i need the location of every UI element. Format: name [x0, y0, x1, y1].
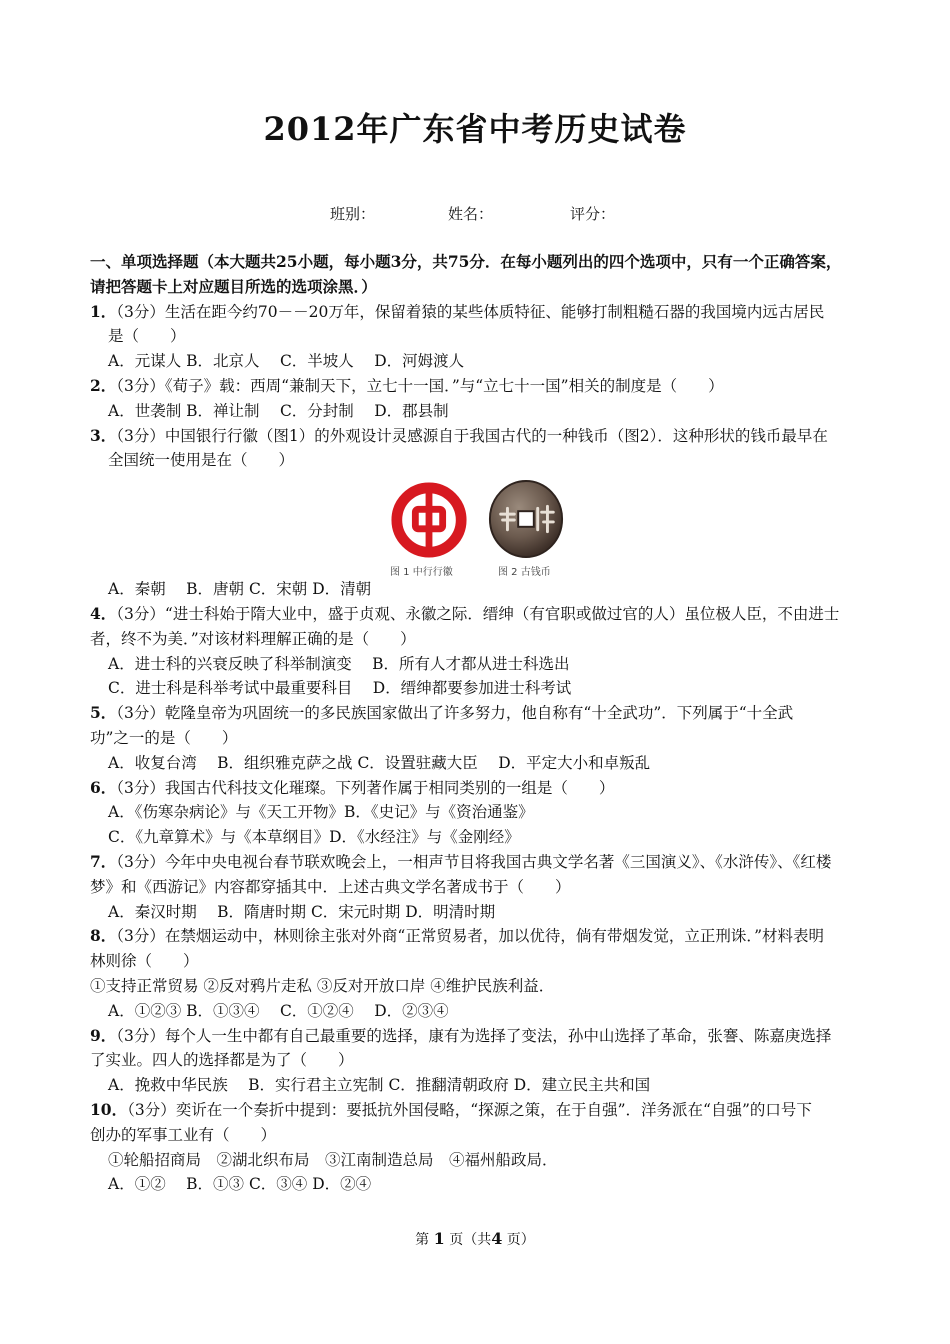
page-footer [0, 1229, 950, 1249]
question-number: 6． [90, 777, 117, 797]
question-options: A．收复台湾 B．组织雅克萨之战 C．设置驻藏大臣 D．平定大小和卓叛乱 [108, 753, 651, 772]
question-number: 2． [90, 375, 117, 395]
question-text: （3分）每个人一生中都有自己最重要的选择，康有为选择了变法，孙中山选择了革命，张謇、陈嘉庚选择 [116, 1026, 832, 1045]
question-text: （3分）中国银行行徽（图1）的外观设计灵感源自于我国古代的一种钱币（图2）．这种形状的钱币最早在 [116, 426, 828, 445]
question-2 [90, 374, 865, 399]
question-options: A．秦汉时期 B．隋唐时期 C．宋元时期 D．明清时期 [108, 902, 496, 921]
question-text: （3分）《荀子》载：西周“兼制天下，立七十一国．”与“立七十一国”相关的制度是（ ） [116, 376, 724, 395]
footer-page-number: 1 [433, 1229, 445, 1248]
score-label: 评分： [570, 205, 616, 223]
question-text: （3分）今年中央电视台春节联欢晚会上，一相声节目将我国古典文学名著《三国演义》、《水浒传》、《红楼 [116, 852, 832, 871]
question-text-cont: 林则徐（ ） [90, 952, 199, 971]
section-heading: 一、单项选择题（本大题共25小题，每小题3分，共75分．在每小题列出的四个选项中，只有一个正确答案， [90, 252, 842, 271]
question-number: 3． [90, 425, 117, 445]
question-options: A．元谋人 B．北京人 C．半坡人 D．河姆渡人 [108, 352, 465, 371]
question-options: A．秦朝 B．唐朝 C．宋朝 D．清朝 [108, 580, 372, 599]
question-number: 4． [90, 603, 117, 623]
footer-middle: 页（共 [444, 1232, 492, 1248]
name-label: 姓名： [448, 205, 494, 223]
question-text: （3分）“进士科始于隋大业中，盛于贞观、永徽之际．缙绅（有官职或做过官的人）虽位极人臣，不由进士 [116, 604, 840, 623]
question-text-cont: 全国统一使用是在（ ） [108, 451, 295, 470]
bank-of-china-logo-icon [390, 481, 468, 559]
question-10 [90, 1098, 865, 1123]
question-text: （3分）在禁烟运动中，林则徐主张对外商“正常贸易者，加以优待，倘有带烟发觉，立正刑诛．”材料表明 [116, 927, 825, 946]
question-4 [90, 602, 865, 627]
question-7 [90, 850, 865, 875]
question-items: ①支持正常贸易 ②反对鸦片走私 ③反对开放口岸 ④维护民族利益． [90, 976, 555, 995]
question-number: 5． [90, 703, 117, 723]
question-3-figure [90, 477, 865, 577]
class-label: 班别： [330, 205, 376, 223]
question-options: C．《九章算术》与《本草纲目》D．《水经注》与《金刚经》 [108, 828, 520, 847]
question-6 [90, 776, 865, 801]
question-number: 9． [90, 1025, 117, 1045]
question-9 [90, 1024, 865, 1049]
question-options: A．挽救中华民族 B．实行君主立宪制 C．推翻清朝政府 D．建立民主共和国 [108, 1076, 651, 1095]
question-5 [90, 701, 865, 726]
question-list [90, 250, 865, 1197]
question-3 [90, 424, 865, 449]
page-title: 2012年广东省中考历史试卷 [263, 110, 687, 148]
question-text-cont: 功”之一的是（ ） [90, 728, 238, 747]
question-8 [90, 924, 865, 949]
section-heading-cont: 请把答题卡上对应题目所选的选项涂黑．） [90, 276, 377, 296]
ancient-coin-icon [487, 479, 565, 559]
question-text-cont: 了实业。四人的选择都是为了（ ） [90, 1051, 354, 1070]
question-options: A．①②③ B．①③④ C．①②④ D．②③④ [108, 1001, 449, 1020]
figure-2-caption: 图 2 古钱币 [498, 567, 551, 579]
footer-total-pages: 4 [491, 1229, 503, 1248]
question-number: 7． [90, 851, 117, 871]
question-text: （3分）我国古代科技文化璀璨。下列著作属于相同类别的一组是（ ） [116, 778, 615, 797]
question-options: A．进士科的兴衰反映了科举制演变 B．所有人才都从进士科选出 [108, 654, 570, 673]
footer-suffix: 页） [502, 1232, 535, 1248]
question-items: ①轮船招商局 ②湖北织布局 ③江南制造总局 ④福州船政局． [108, 1150, 558, 1169]
question-1 [90, 300, 865, 325]
figure-1-caption: 图 1 中行行徽 [390, 567, 453, 579]
question-options: A．①② B．①③ C．③④ D．②④ [108, 1175, 372, 1194]
question-text-cont: 梦》和《西游记》内容都穿插其中．上述古典文学名著成书于（ ） [90, 877, 571, 896]
question-text-cont: 创办的军事工业有（ ） [90, 1125, 277, 1144]
question-options: A．世袭制 B．禅让制 C．分封制 D．郡县制 [108, 401, 449, 420]
footer-prefix: 第 [415, 1232, 434, 1248]
question-text-cont: 者，终不为美．”对该材料理解正确的是（ ） [90, 629, 416, 648]
question-text: （3分）乾隆皇帝为巩固统一的多民族国家做出了许多努力，他自称有“十全武功”．下列属于“十全武 [116, 704, 794, 723]
question-text: （3分）生活在距今约70－－20万年，保留着猿的某些体质特征、能够打制粗糙石器的我国境内远古居民 [116, 302, 825, 321]
question-number: 1． [90, 301, 117, 321]
question-text-cont: 是（ ） [108, 327, 186, 346]
question-text: （3分）奕䜣在一个奏折中提到：要抵抗外国侵略，“探源之策，在于自强”．洋务派在“自强”的口号下 [127, 1100, 812, 1119]
question-options: A．《伤寒杂病论》与《天工开物》B．《史记》与《资治通鉴》 [108, 803, 534, 822]
question-number: 10． [90, 1099, 128, 1119]
question-options: C．进士科是科举考试中最重要科目 D．缙绅都要参加进士科考试 [108, 679, 572, 698]
question-number: 8． [90, 926, 117, 946]
